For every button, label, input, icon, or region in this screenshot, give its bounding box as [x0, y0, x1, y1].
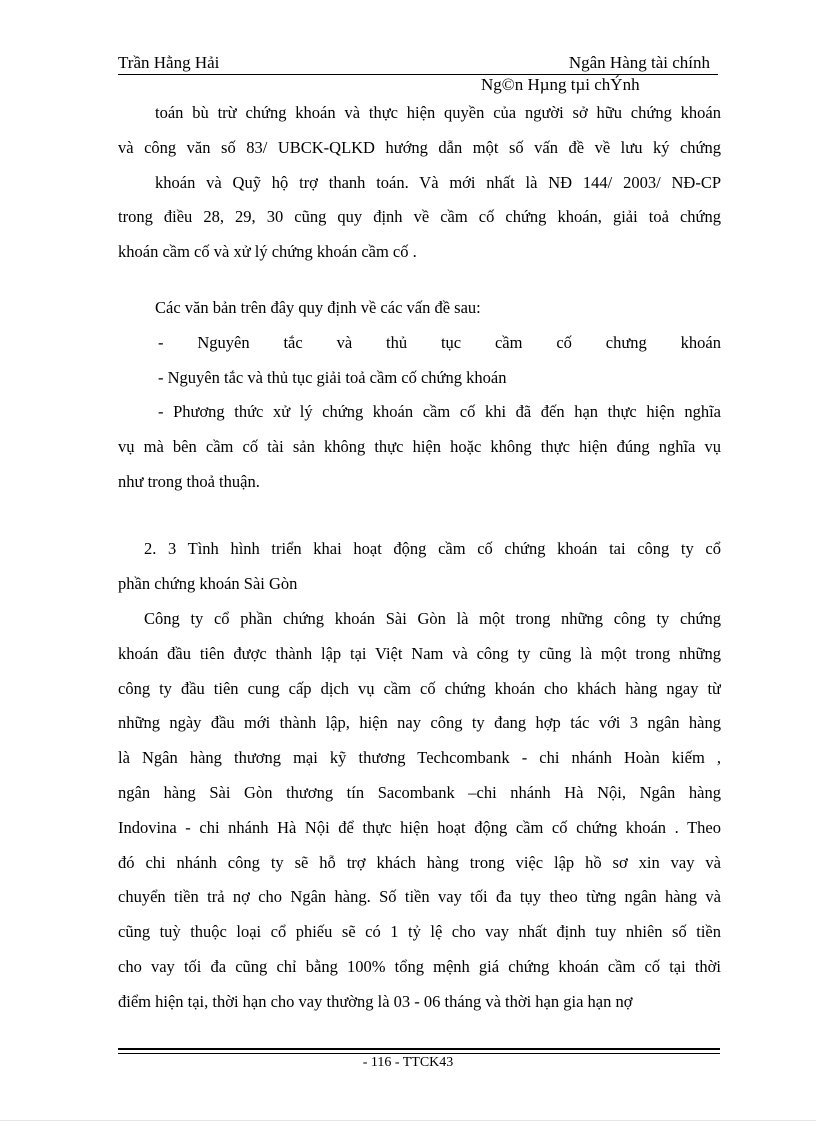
text-line: Công ty cổ phần chứng khoán Sài Gòn là một trong những công ty chứng [144, 609, 721, 628]
text-line: những ngày đầu mới thành lập, hiện nay công ty đang hợp tác với 3 ngân hàng [118, 713, 721, 733]
page-edge [0, 1120, 816, 1121]
footer-rule [118, 1048, 720, 1050]
heading-line: phần chứng khoán Sài Gòn [118, 573, 298, 593]
text-line: trong điều 28, 29, 30 cũng quy định về cầm cố chứng khoán, giải toả chứng [118, 207, 721, 227]
text-line: Các văn bản trên đây quy định về các vấn đề sau: [155, 298, 481, 317]
text-line: ngân hàng Sài Gòn thương tín Sacombank –chi nhánh Hà Nội, Ngân hàng [118, 782, 721, 802]
list-item: - Nguyên tắc và thủ tục cầm cố chưng khoán [158, 332, 721, 352]
text-line: khoán đầu tiên được thành lập tại Việt Nam và công ty cũng là một trong những [118, 643, 721, 663]
heading-line: 2. 3 Tình hình triển khai hoạt động cầm cố chứng khoán tai công ty cổ [144, 539, 721, 558]
text-line: vụ mà bên cầm cố tài sản không thực hiện hoặc không thực hiện đúng nghĩa vụ [118, 437, 721, 457]
text-line: điểm hiện tại, thời hạn cho vay thường là 03 - 06 tháng và thời hạn gia hạn nợ [118, 991, 633, 1011]
paragraph-regulation-list [118, 291, 721, 500]
text-line: cũng tuỳ thuộc loại cổ phiếu sẽ có 1 tỷ lệ cho vay nhất định tuy nhiên số tiền [118, 922, 721, 942]
section-heading [118, 532, 721, 602]
page-number: - 116 - TTCK43 [362, 1055, 454, 1070]
footer-rule [118, 1053, 720, 1054]
header-author: Trần Hằng Hải [118, 53, 220, 72]
text-line: đó chi nhánh công ty sẽ hỗ trợ khách hàng trong việc lập hồ sơ xin vay và [118, 852, 721, 872]
text-line: và công văn số 83/ UBCK-QLKD hướng dẫn một số vấn đề về lưu ký chứng [118, 137, 721, 157]
header-subject: Ngân Hàng tài chính [568, 53, 710, 72]
text-line: khoán và Quỹ hộ trợ thanh toán. Và mới nhất là NĐ 144/ 2003/ NĐ-CP [155, 172, 721, 192]
text-line: khoán cầm cố và xử lý chứng khoán cầm cố . [118, 242, 417, 262]
text-line: công ty đầu tiên cung cấp dịch vụ cầm cố chứng khoán cho khách hàng ngay từ [118, 678, 721, 698]
header-subject-garbled: Ng©n Hµng tµi chÝnh [481, 75, 640, 94]
paragraph-legal-docs [118, 96, 721, 270]
text-line: như trong thoả thuận. [118, 471, 260, 491]
text-line: là Ngân hàng thương mại kỹ thương Techcombank - chi nhánh Hoàn kiếm , [118, 748, 721, 768]
list-item: - Nguyên tắc và thủ tục giải toả cầm cố chứng khoán [158, 367, 507, 387]
list-item: - Phương thức xử lý chứng khoán cầm cố khi đã đến hạn thực hiện nghĩa [158, 402, 721, 422]
text-line: toán bù trừ chứng khoán và thực hiện quyền của người sở hữu chứng khoán [155, 103, 721, 122]
text-line: Indovina - chi nhánh Hà Nội để thực hiện hoạt động cầm cố chứng khoán . Theo [118, 817, 721, 837]
text-line: cho vay tối đa cũng chỉ bằng 100% tổng mệnh giá chứng khoán cầm cố tại thời [118, 956, 721, 976]
text-line: chuyển tiền trả nợ cho Ngân hàng. Số tiền vay tối đa tụy theo từng ngân hàng và [118, 887, 721, 907]
paragraph-company-lending [118, 602, 721, 1020]
